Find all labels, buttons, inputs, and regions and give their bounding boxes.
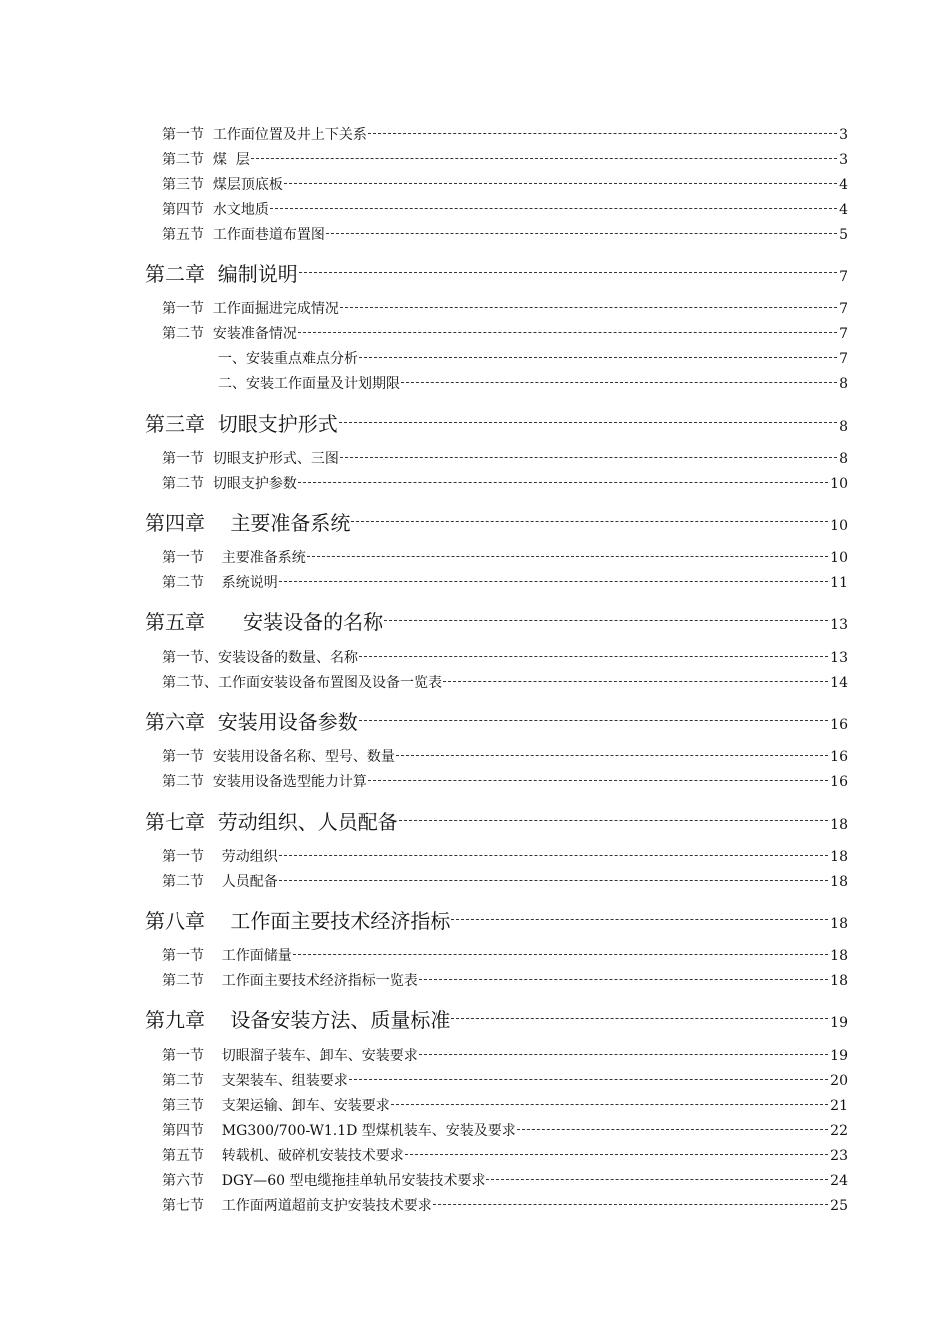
toc-page-number: 7	[839, 301, 848, 317]
dotted-leader	[419, 979, 828, 980]
dotted-leader	[351, 521, 828, 522]
dotted-leader	[399, 820, 828, 821]
toc-section-entry[interactable]	[162, 174, 848, 196]
dotted-leader	[486, 1179, 828, 1180]
toc-chapter-entry[interactable]	[145, 258, 848, 288]
toc-entry-title: 第二节 工作面主要技术经济指标一览表	[162, 973, 418, 989]
toc-entry-title: 第八章 工作面主要技术经济指标	[145, 909, 451, 933]
toc-page-number: 21	[830, 1098, 848, 1114]
toc-section-entry[interactable]	[162, 572, 848, 594]
toc-entry-title: 第二章 编制说明	[145, 262, 298, 286]
toc-entry-title: 第四章 主要准备系统	[145, 511, 351, 535]
toc-subsection-entry[interactable]	[218, 373, 848, 395]
toc-section-entry[interactable]	[162, 224, 848, 246]
toc-chapter-entry[interactable]	[145, 1004, 848, 1034]
toc-page-number: 25	[830, 1198, 848, 1214]
toc-entry-title: 第七节 工作面两道超前支护安装技术要求	[162, 1198, 432, 1214]
toc-subsection-entry[interactable]	[218, 348, 848, 370]
dotted-leader	[299, 272, 837, 273]
toc-entry-title: 第二节 安装准备情况	[162, 326, 297, 342]
toc-entry-title: 第二节 切眼支护参数	[162, 476, 297, 492]
toc-entry-title: 第二节 人员配备	[162, 874, 278, 890]
dotted-leader	[340, 457, 837, 458]
toc-entry-title: 第二节 安装用设备选型能力计算	[162, 774, 367, 790]
toc-page-number: 7	[839, 269, 848, 285]
toc-page-number: 13	[830, 650, 848, 666]
toc-page-number: 8	[839, 419, 848, 435]
dotted-leader	[359, 357, 837, 358]
toc-page-number: 16	[830, 774, 848, 790]
toc-page-number: 8	[839, 376, 848, 392]
toc-page-number: 19	[830, 1048, 848, 1064]
toc-page-number: 19	[830, 1015, 848, 1031]
dotted-leader	[270, 208, 837, 209]
toc-section-entry[interactable]	[162, 1145, 848, 1167]
toc-section-entry[interactable]	[162, 547, 848, 569]
toc-section-entry[interactable]	[162, 945, 848, 967]
toc-entry-title: 第三节 支架运输、卸车、安装要求	[162, 1098, 390, 1114]
toc-entry-title: 第一节 切眼溜子装车、卸车、安装要求	[162, 1048, 418, 1064]
toc-entry-title: 第九章 设备安装方法、质量标准	[145, 1008, 451, 1032]
toc-entry-title: 第三章 切眼支护形式	[145, 412, 338, 436]
dotted-leader	[279, 855, 828, 856]
dotted-leader	[298, 482, 828, 483]
toc-entry-title: 第一节 工作面位置及井上下关系	[162, 127, 367, 143]
toc-page-number: 18	[830, 849, 848, 865]
dotted-leader	[396, 755, 828, 756]
toc-section-entry[interactable]	[162, 1170, 848, 1192]
toc-entry-title: 第三节 煤层顶底板	[162, 177, 283, 193]
toc-entry-title: 第四节 水文地质	[162, 202, 269, 218]
toc-page-number: 18	[830, 948, 848, 964]
toc-page-number: 16	[830, 749, 848, 765]
toc-entry-title: 第一节 安装用设备名称、型号、数量	[162, 749, 395, 765]
dotted-leader	[359, 720, 828, 721]
dotted-leader	[384, 620, 828, 621]
toc-entry-title: 二、安装工作面量及计划期限	[218, 376, 400, 392]
toc-section-entry[interactable]	[162, 871, 848, 893]
toc-page-number: 10	[830, 476, 848, 492]
toc-section-entry[interactable]	[162, 124, 848, 146]
toc-page-number: 10	[830, 550, 848, 566]
toc-section-entry[interactable]	[162, 647, 848, 669]
toc-page-number: 8	[839, 451, 848, 467]
toc-section-entry[interactable]	[162, 1045, 848, 1067]
toc-entry-title: 第二节、工作面安装设备布置图及设备一览表	[162, 675, 442, 691]
toc-section-entry[interactable]	[162, 846, 848, 868]
toc-page-number: 22	[830, 1123, 848, 1139]
dotted-leader	[284, 183, 837, 184]
toc-page-number: 23	[830, 1148, 848, 1164]
toc-entry-title: 第一节 工作面储量	[162, 948, 292, 964]
dotted-leader	[340, 307, 837, 308]
dotted-leader	[368, 133, 837, 134]
toc-section-entry[interactable]	[162, 298, 848, 320]
dotted-leader	[419, 1054, 828, 1055]
toc-section-entry[interactable]	[162, 1095, 848, 1117]
toc-section-entry[interactable]	[162, 473, 848, 495]
dotted-leader	[359, 656, 828, 657]
toc-section-entry[interactable]	[162, 149, 848, 171]
toc-page-number: 20	[830, 1073, 848, 1089]
toc-entry-title: 第二节 煤 层	[162, 152, 250, 168]
toc-section-entry[interactable]	[162, 1070, 848, 1092]
toc-page-number: 18	[830, 916, 848, 932]
toc-page-number: 3	[839, 127, 848, 143]
toc-page-number: 5	[839, 227, 848, 243]
dotted-leader	[451, 919, 828, 920]
toc-entry-title: 第五节 工作面巷道布置图	[162, 227, 325, 243]
dotted-leader	[279, 581, 828, 582]
toc-entry-title: 第一节 主要准备系统	[162, 550, 306, 566]
dotted-leader	[391, 1104, 828, 1105]
dotted-leader	[517, 1129, 828, 1130]
toc-page-number: 16	[830, 717, 848, 733]
toc-entry-title: 第五章 安装设备的名称	[145, 610, 384, 634]
toc-chapter-entry[interactable]	[145, 507, 848, 537]
toc-page-number: 3	[839, 152, 848, 168]
toc-entry-title: 第七章 劳动组织、人员配备	[145, 810, 398, 834]
toc-chapter-entry[interactable]	[145, 408, 848, 438]
toc-entry-title: 第五节 转载机、破碎机安装技术要求	[162, 1148, 404, 1164]
toc-entry-title: 第一节 切眼支护形式、三图	[162, 451, 339, 467]
toc-entry-title: 第六章 安装用设备参数	[145, 710, 358, 734]
toc-entry-title: 第一节 工作面掘进完成情况	[162, 301, 339, 317]
dotted-leader	[401, 382, 837, 383]
toc-section-entry[interactable]	[162, 323, 848, 345]
dotted-leader	[251, 158, 837, 159]
toc-section-entry[interactable]	[162, 199, 848, 221]
toc-entry-title: 第一节、安装设备的数量、名称	[162, 650, 358, 666]
toc-page-number: 7	[839, 351, 848, 367]
toc-page-number: 11	[830, 575, 848, 591]
toc-page-number: 18	[830, 874, 848, 890]
toc-section-entry[interactable]	[162, 1195, 848, 1217]
toc-section-entry[interactable]	[162, 970, 848, 992]
toc-entry-title: 第二节 系统说明	[162, 575, 278, 591]
toc-section-entry[interactable]	[162, 672, 848, 694]
dotted-leader	[443, 681, 828, 682]
toc-section-entry[interactable]	[162, 1120, 848, 1142]
toc-page-number: 14	[830, 675, 848, 691]
toc-entry-title: 第二节 支架装车、组装要求	[162, 1073, 348, 1089]
toc-section-entry[interactable]	[162, 771, 848, 793]
dotted-leader	[326, 233, 837, 234]
toc-page-number: 7	[839, 326, 848, 342]
dotted-leader	[349, 1079, 828, 1080]
toc-entry-title: 第六节 DGY—60 型电缆拖挂单轨吊安装技术要求	[162, 1173, 486, 1189]
toc-chapter-entry[interactable]	[145, 706, 848, 736]
dotted-leader	[405, 1154, 828, 1155]
toc-page-number: 4	[839, 177, 848, 193]
toc-entry-title: 一、安装重点难点分析	[218, 351, 358, 367]
toc-page-number: 24	[830, 1173, 848, 1189]
toc-page-number: 13	[830, 617, 848, 633]
dotted-leader	[279, 880, 828, 881]
dotted-leader	[368, 780, 828, 781]
toc-chapter-entry[interactable]	[145, 806, 848, 836]
dotted-leader	[339, 422, 837, 423]
dotted-leader	[451, 1018, 828, 1019]
toc-page-number: 10	[830, 518, 848, 534]
toc-page-number: 18	[830, 817, 848, 833]
toc-section-entry[interactable]	[162, 448, 848, 470]
dotted-leader	[293, 954, 828, 955]
toc-page-number: 18	[830, 973, 848, 989]
toc-section-entry[interactable]	[162, 746, 848, 768]
toc-entry-title: 第一节 劳动组织	[162, 849, 278, 865]
toc-page-number: 4	[839, 202, 848, 218]
toc-chapter-entry[interactable]	[145, 606, 848, 636]
toc-chapter-entry[interactable]	[145, 905, 848, 935]
dotted-leader	[307, 556, 828, 557]
toc-entry-title: 第四节 MG300/700-W1.1D 型煤机装车、安装及要求	[162, 1123, 516, 1139]
dotted-leader	[433, 1204, 828, 1205]
dotted-leader	[298, 332, 837, 333]
